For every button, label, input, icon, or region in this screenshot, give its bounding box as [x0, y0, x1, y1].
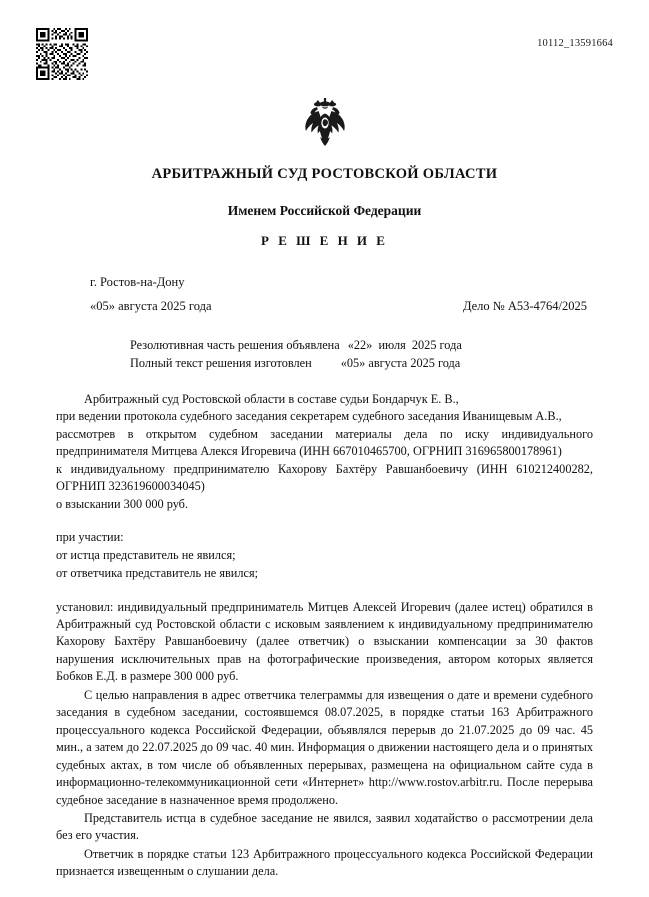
decision-heading: Р Е Ш Е Н И Е [261, 233, 388, 248]
narrative-paragraph-3: Представитель истца в судебное заседание не явился, заявил ходатайство о рассмотрении дела без его участия. [56, 810, 593, 843]
city-label: г. Ростов-на-Дону [90, 275, 185, 289]
case-number: Дело № А53-4764/2025 [462, 299, 587, 313]
participants-block [56, 529, 593, 582]
intro-block [56, 391, 593, 513]
resolution-announced-row [130, 336, 593, 354]
narrative-paragraph-1: установил: индивидуальный предприниматель Митцев Алексей Игоревич (далее истец) обратился в Арбитражный суд Ростовской области с исковым заявлением к индивидуальному предпринимателю Кахорову Бахтёру Равшанбоевичу (далее ответчик) о взыскании компенсации за 30 фактов нарушения исключительных прав на фотографические произведения, автором которых является Бобков Е.Д. в размере 300 000 руб. [56, 599, 593, 684]
qr-code-icon [34, 26, 90, 82]
decision-date: «05» августа 2025 года [90, 299, 212, 313]
court-composition: Арбитражный суд Ростовской области в составе судьи Бондарчук Е. В., [84, 391, 459, 406]
date-case-row [90, 299, 587, 314]
considered-line: рассмотрев в открытом судебном заседании материалы дела по иску индивидуального предпринимателя Митцева Алекся Игоревича (ИНН 667010465700, ОГРНИП 316965800178961) [56, 426, 593, 459]
participants-heading: при участии: [56, 530, 124, 545]
full-text-value: «05» августа 2025 года [340, 356, 461, 371]
double-headed-eagle-icon [301, 96, 349, 150]
page-title: АРБИТРАЖНЫЙ СУД РОСТОВСКОЙ ОБЛАСТИ [151, 166, 498, 182]
plaintiff-attendance: от истца представитель не явился; [56, 547, 236, 562]
full-text-label: Полный текст решения изготовлен [130, 356, 312, 371]
narrative-block [56, 599, 593, 881]
document-code: 10112_13591664 [537, 38, 613, 49]
in-name-of-heading: Именем Российской Федерации [227, 203, 422, 218]
protocol-line: при ведении протокола судебного заседания секретарем судебного заседания Иванищевым А.В., [56, 409, 562, 424]
narrative-paragraph-2: С целью направления в адрес ответчика телеграммы для извещения о дате и времени судебного заседания в судебном заседании, состоявшемся 08.07.2025, в порядке статьи 163 Арбитражного процессуального кодекса Российской Федерации, объявлялся перерыв до 21.07.2025 до 09 час. 45 мин., а затем до 22.07.2025 до 09 час. 40 мин. Информация о движении настоящего дела и о принятых судебных актах, в том числе об объявленных перерывах, размещена на официальном сайте суда в информационно-телекоммуникационной сети «Интернет» http://www.rostov.arbitr.ru. После перерыва судебное заседание в назначенное время продолжено. [56, 687, 593, 807]
defendant-line: к индивидуальному предпринимателю Кахорову Бахтёру Равшанбоевичу (ИНН 610212400282, ОГРНИП 323619600034045) [56, 461, 593, 494]
resolution-announced-value: «22» июля 2025 года [347, 338, 462, 352]
full-text-row [130, 354, 593, 372]
document-header [56, 26, 613, 84]
coat-of-arms [56, 96, 593, 152]
narrative-paragraph-4: Ответчик в порядке статьи 123 Арбитражного процессуального кодекса Российской Федерации признается извещенным о слушании дела. [56, 846, 593, 879]
resolution-dates [130, 336, 593, 373]
defendant-attendance: от ответчика представитель не явился; [56, 565, 259, 580]
claim-subject-line: о взыскании 300 000 руб. [56, 496, 189, 511]
resolution-announced-label: Резолютивная часть решения объявлена [130, 338, 340, 352]
